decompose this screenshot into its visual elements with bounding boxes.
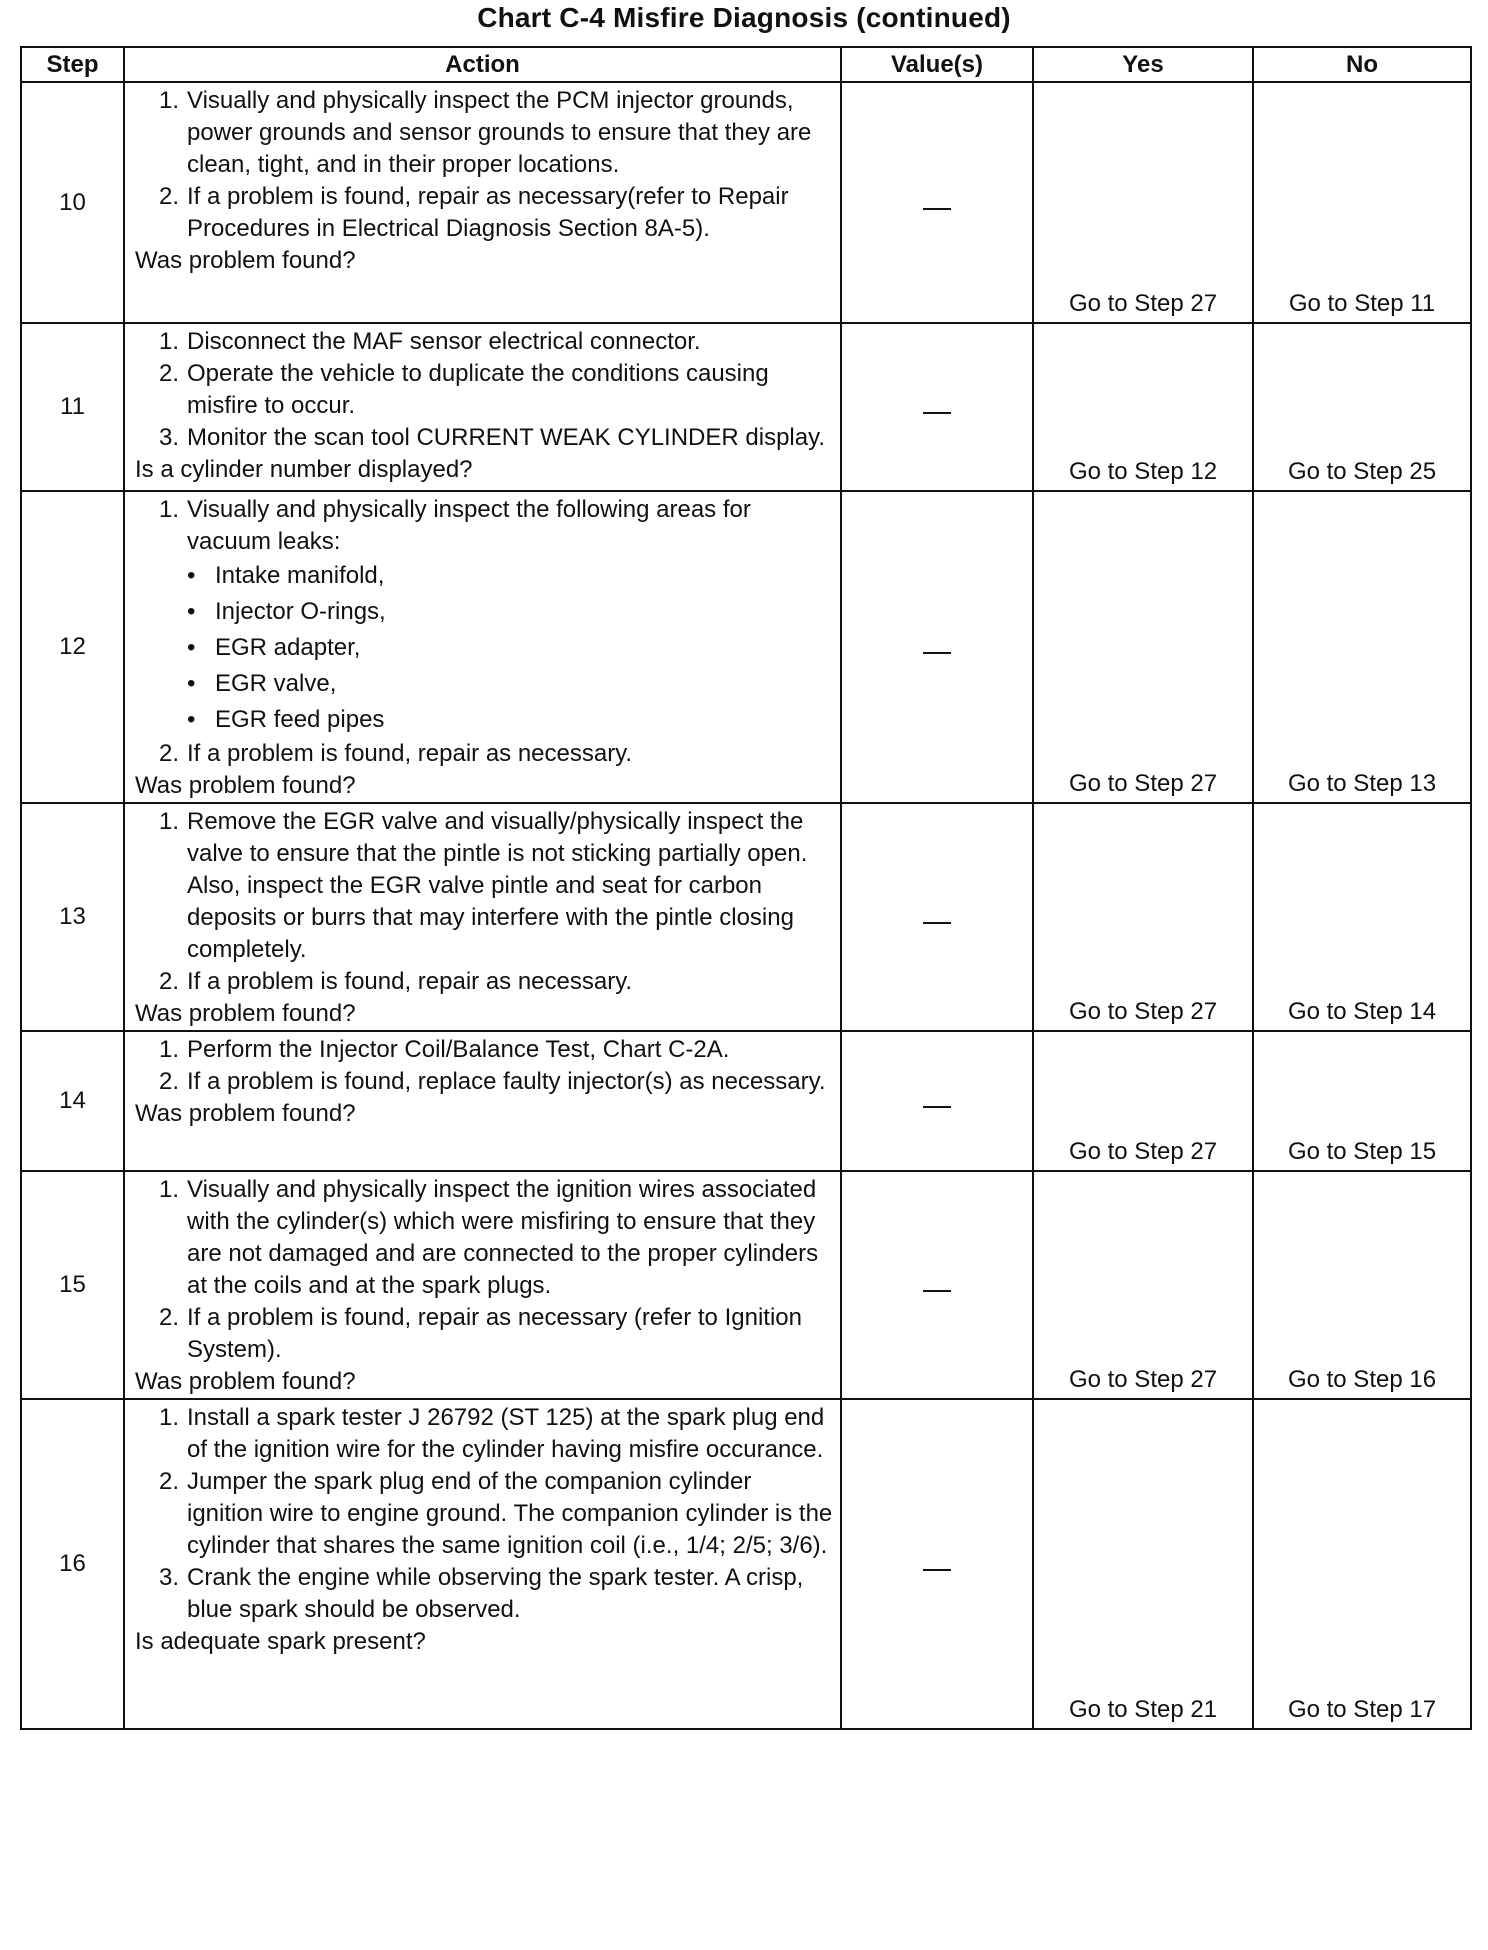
action-item: [159, 806, 834, 966]
step-number: 12: [21, 491, 124, 803]
action-question: Was problem found?: [135, 772, 356, 799]
bullet-item: [187, 630, 834, 666]
action-question: Was problem found?: [135, 1000, 356, 1027]
action-cell: [124, 323, 841, 491]
table-row: [21, 491, 1471, 803]
item-number: 2.: [159, 740, 180, 767]
table-row: [21, 82, 1471, 323]
yes-outcome: Go to Step 27: [1033, 1171, 1253, 1399]
no-outcome: Go to Step 11: [1253, 82, 1471, 323]
step-number: 14: [21, 1031, 124, 1171]
item-number: 1.: [159, 1404, 180, 1431]
action-item: [159, 1302, 834, 1366]
action-cell: [124, 803, 841, 1031]
bullet-text: Injector O-rings,: [215, 598, 386, 625]
step-number: 10: [21, 82, 124, 323]
action-question: Was problem found?: [135, 1368, 356, 1395]
item-number: 2.: [159, 1468, 180, 1495]
table-row: [21, 1171, 1471, 1399]
dash-mark: [923, 412, 951, 414]
value-cell: [841, 491, 1033, 803]
bullet-item: [187, 702, 834, 738]
item-number: 1.: [159, 1176, 180, 1203]
table-row: [21, 323, 1471, 491]
bullet-text: EGR valve,: [215, 670, 337, 697]
bullet-icon: •: [187, 634, 196, 661]
value-cell: [841, 803, 1033, 1031]
item-text: Install a spark tester J 26792 (ST 125) at the spark plug end of the ignition wire for the cylinder having misfire occurance.: [187, 1404, 825, 1463]
dash-mark: [923, 1106, 951, 1108]
bullet-icon: •: [187, 562, 196, 589]
action-item: [159, 1402, 834, 1466]
item-number: 2.: [159, 360, 180, 387]
step-number: 11: [21, 323, 124, 491]
value-cell: [841, 323, 1033, 491]
action-item: [159, 966, 834, 998]
action-cell: [124, 1031, 841, 1171]
item-text: If a problem is found, repair as necessary (refer to Ignition System).: [187, 1304, 802, 1363]
bullet-icon: •: [187, 706, 196, 733]
no-outcome: Go to Step 16: [1253, 1171, 1471, 1399]
item-number: 1.: [159, 1036, 180, 1063]
value-cell: [841, 1399, 1033, 1729]
header-action: Action: [124, 47, 841, 82]
header-values: Value(s): [841, 47, 1033, 82]
item-text: If a problem is found, replace faulty injector(s) as necessary.: [187, 1068, 826, 1095]
item-number: 1.: [159, 808, 180, 835]
item-number: 3.: [159, 1564, 180, 1591]
action-item: [159, 1562, 834, 1626]
step-number: 16: [21, 1399, 124, 1729]
action-question: Is adequate spark present?: [135, 1628, 426, 1655]
item-number: 2.: [159, 968, 180, 995]
action-item: [159, 422, 834, 454]
diagnosis-table: [20, 46, 1472, 1730]
header-row: [21, 47, 1471, 82]
yes-outcome: Go to Step 27: [1033, 1031, 1253, 1171]
yes-outcome: Go to Step 27: [1033, 82, 1253, 323]
action-cell: [124, 491, 841, 803]
table-row: [21, 803, 1471, 1031]
no-outcome: Go to Step 17: [1253, 1399, 1471, 1729]
item-number: 2.: [159, 1068, 180, 1095]
no-outcome: Go to Step 13: [1253, 491, 1471, 803]
yes-outcome: Go to Step 12: [1033, 323, 1253, 491]
dash-mark: [923, 208, 951, 210]
item-text: Operate the vehicle to duplicate the conditions causing misfire to occur.: [187, 360, 769, 419]
action-item: [159, 326, 834, 358]
yes-outcome: Go to Step 27: [1033, 803, 1253, 1031]
action-item: [159, 738, 834, 770]
item-number: 2.: [159, 1304, 180, 1331]
bullet-item: [187, 594, 834, 630]
item-text: If a problem is found, repair as necessary.: [187, 968, 633, 995]
item-text: If a problem is found, repair as necessary(refer to Repair Procedures in Electrical Diagnosis Section 8A-5).: [187, 183, 789, 242]
dash-mark: [923, 922, 951, 924]
action-cell: [124, 1399, 841, 1729]
bullet-text: EGR adapter,: [215, 634, 361, 661]
dash-mark: [923, 652, 951, 654]
value-cell: [841, 1031, 1033, 1171]
header-no: No: [1253, 47, 1471, 82]
action-item: [159, 494, 834, 558]
item-text: Remove the EGR valve and visually/physically inspect the valve to ensure that the pintle is not sticking partially open. Also, inspect the EGR valve pintle and seat for carbon deposits or burrs that may interfere with the pintle closing completely.: [187, 808, 808, 963]
action-cell: [124, 1171, 841, 1399]
value-cell: [841, 82, 1033, 323]
header-yes: Yes: [1033, 47, 1253, 82]
item-number: 1.: [159, 496, 180, 523]
bullet-icon: •: [187, 598, 196, 625]
action-question: Was problem found?: [135, 247, 356, 274]
action-item: [159, 181, 834, 245]
action-item: [159, 85, 834, 181]
bullet-text: EGR feed pipes: [215, 706, 385, 733]
item-text: Monitor the scan tool CURRENT WEAK CYLINDER display.: [187, 424, 825, 451]
no-outcome: Go to Step 25: [1253, 323, 1471, 491]
item-text: Disconnect the MAF sensor electrical connector.: [187, 328, 701, 355]
chart-title: Chart C-4 Misfire Diagnosis (continued): [477, 2, 1011, 33]
item-number: 1.: [159, 328, 180, 355]
item-text: Visually and physically inspect the PCM injector grounds, power grounds and sensor grounds to ensure that they are clean, tight, and in their proper locations.: [187, 87, 812, 178]
header-step: Step: [21, 47, 124, 82]
action-question: Is a cylinder number displayed?: [135, 456, 473, 483]
action-item: [159, 1174, 834, 1302]
dash-mark: [923, 1290, 951, 1292]
bullet-text: Intake manifold,: [215, 562, 385, 589]
dash-mark: [923, 1569, 951, 1571]
item-text: Perform the Injector Coil/Balance Test, Chart C-2A.: [187, 1036, 730, 1063]
value-cell: [841, 1171, 1033, 1399]
item-number: 3.: [159, 424, 180, 451]
item-text: Crank the engine while observing the spark tester. A crisp, blue spark should be observed.: [187, 1564, 804, 1623]
step-number: 13: [21, 803, 124, 1031]
action-item: [159, 1034, 834, 1066]
step-number: 15: [21, 1171, 124, 1399]
yes-outcome: Go to Step 21: [1033, 1399, 1253, 1729]
table-row: [21, 1399, 1471, 1729]
item-text: Jumper the spark plug end of the companion cylinder ignition wire to engine ground. The companion cylinder is the cylinder that shares the same ignition coil (i.e., 1/4; 2/5; 3/6).: [187, 1468, 833, 1559]
action-question: Was problem found?: [135, 1100, 356, 1127]
item-number: 2.: [159, 183, 180, 210]
bullet-icon: •: [187, 670, 196, 697]
bullet-item: [187, 558, 834, 594]
bullet-item: [187, 666, 834, 702]
yes-outcome: Go to Step 27: [1033, 491, 1253, 803]
action-item: [159, 1466, 834, 1562]
item-number: 1.: [159, 87, 180, 114]
action-item: [159, 358, 834, 422]
action-cell: [124, 82, 841, 323]
item-text: If a problem is found, repair as necessary.: [187, 740, 633, 767]
table-row: [21, 1031, 1471, 1171]
item-text: Visually and physically inspect the ignition wires associated with the cylinder(s) which were misfiring to ensure that they are not damaged and are connected to the proper cylinders at the coils and at the spark plugs.: [187, 1176, 819, 1299]
no-outcome: Go to Step 14: [1253, 803, 1471, 1031]
action-item: [159, 1066, 834, 1098]
no-outcome: Go to Step 15: [1253, 1031, 1471, 1171]
item-text: Visually and physically inspect the following areas for vacuum leaks:: [187, 496, 751, 555]
